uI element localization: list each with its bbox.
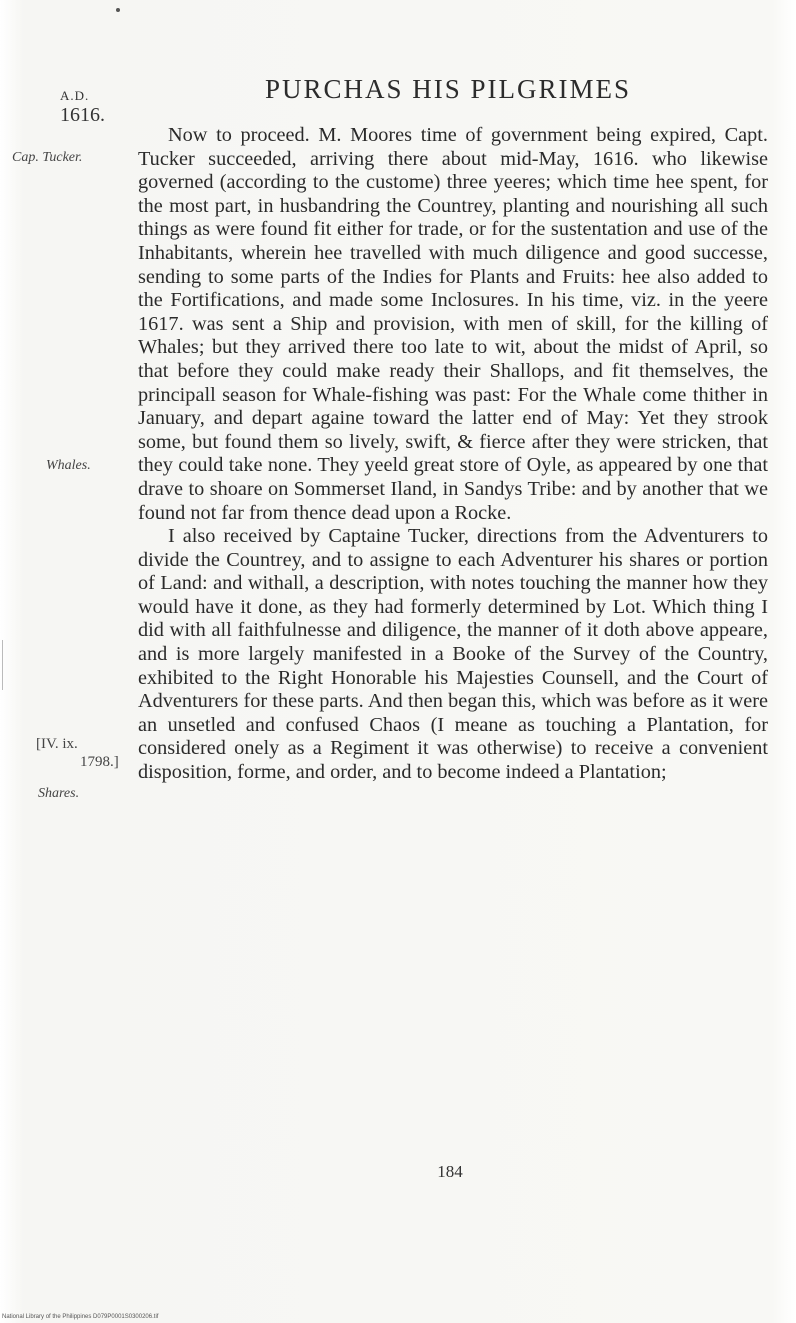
margin-note-shares: Shares. [38,786,80,801]
margin-note-tucker: Cap. Tucker. [12,150,83,165]
paragraph: I also received by Captaine Tucker, directions from the Adventurers to divide the Countrey, and to assigne to each Adventurer his shares or portion of Land: and withall, a description, with notes touching the manner how they would have it done, as they had formerly determined by Lot. Which thing I did with all faithfulnesse and diligence, the manner of it doth above appeare, and is more largely manifested in a Booke of the Survey of the Country, exhibited to the Right Honorable his Majesties Counsell, and the Court of Adventurers for these parts. And then began this, which was before as it were an unsetled and confused Chaos (I meane as touching a Plantation, for considered onely as a Regiment it was otherwise) to receive a convenient disposition, forme, and order, and to become indeed a Plantation; [138,525,768,784]
paragraph: Now to proceed. M. Moores time of government being expired, Capt. Tucker succeeded, arriving there about mid-May, 1616. who likewise governed (according to the custome) three yeeres; which time hee spent, for the most part, in husbandring the Countrey, planting and nourishing all such things as were found fit either for trade, or for the sustentation and use of the Inhabitants, wherein hee travelled with much diligence and good successe, sending to some parts of the Indies for Plants and Fruits: hee also added to the Fortifications, and made some Inclosures. In his time, viz. in the yeere 1617. was sent a Ship and provision, with men of skill, for the killing of Whales; but they arrived there too late to wit, about the midst of April, so that before they could make ready their Shallops, and fit themselves, the principall season for Whale-fishing was past: For the Whale come thither in January, and depart againe toward the latter end of May: Yet they strook some, but found them so lively, swift, & fierce after they were stricken, that they could take none. They yeeld great store of Oyle, as appeared by one that drave to shoare on Sommerset Iland, in Sandys Tribe: and by another that we found not far from thence dead upon a Rocke. [138,124,768,524]
scan-footer: National Library of the Philippines D079P0001S0300206.tif [2,1314,159,1320]
ink-speck [116,8,120,12]
margin-ref-line1: [IV. ix. [36,736,78,752]
page-number: 184 [437,1162,463,1181]
margin-note-whales: Whales. [46,458,91,473]
page-edge-mark [2,640,3,690]
running-header: PURCHAS HIS PILGRIMES [264,74,632,104]
year-label: A.D. [60,88,90,103]
body-text [138,124,768,785]
year: 1616. [60,104,105,126]
margin-ref-line2: 1798.] [80,754,119,770]
